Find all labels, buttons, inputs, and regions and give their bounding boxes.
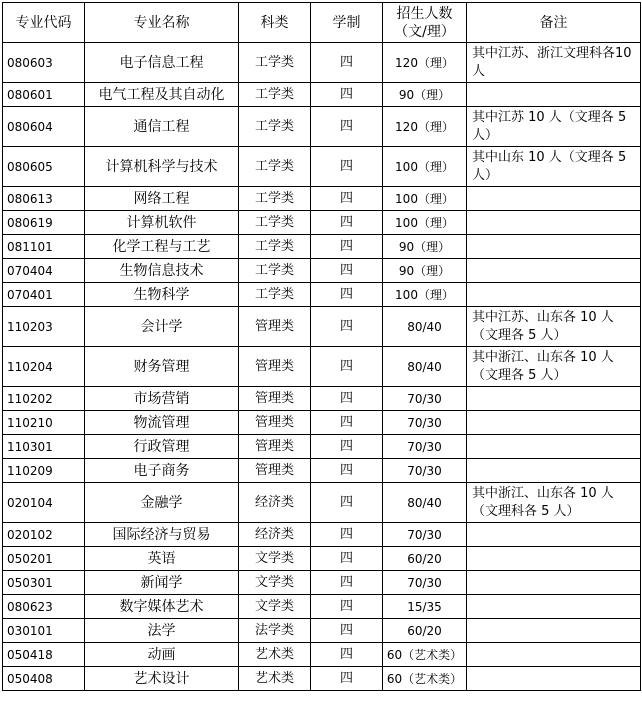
cell-category: 文学类 [239,547,311,571]
cell-code: 070401 [3,283,85,307]
cell-remark [467,595,641,619]
cell-duration: 四 [311,347,383,387]
cell-remark: 其中山东 10 人（文理各 5 人） [467,147,641,187]
cell-category: 管理类 [239,411,311,435]
cell-name: 数字媒体艺术 [85,595,239,619]
table-row [3,523,641,547]
cell-remark [467,523,641,547]
cell-duration: 四 [311,643,383,667]
cell-remark [467,643,641,667]
cell-category: 管理类 [239,307,311,347]
cell-duration: 四 [311,235,383,259]
cell-category: 艺术类 [239,643,311,667]
cell-code: 050408 [3,667,85,691]
cell-enroll: 100（理） [383,283,467,307]
cell-code: 081101 [3,235,85,259]
cell-category: 经济类 [239,483,311,523]
cell-enroll: 70/30 [383,411,467,435]
cell-name: 动画 [85,643,239,667]
cell-name: 生物信息技术 [85,259,239,283]
cell-duration: 四 [311,523,383,547]
table-row [3,667,641,691]
cell-code: 050418 [3,643,85,667]
table-row [3,211,641,235]
cell-name: 电子信息工程 [85,43,239,83]
cell-enroll: 80/40 [383,347,467,387]
cell-category: 管理类 [239,347,311,387]
table-row [3,147,641,187]
cell-duration: 四 [311,547,383,571]
cell-duration: 四 [311,571,383,595]
cell-category: 文学类 [239,595,311,619]
cell-enroll: 70/30 [383,459,467,483]
cell-name: 化学工程与工艺 [85,235,239,259]
cell-enroll: 60（艺术类） [383,643,467,667]
cell-category: 工学类 [239,43,311,83]
cell-category: 工学类 [239,83,311,107]
cell-code: 110301 [3,435,85,459]
cell-duration: 四 [311,211,383,235]
cell-enroll: 70/30 [383,387,467,411]
header-enroll: 招生人数（文/理） [383,3,467,43]
cell-enroll: 70/30 [383,571,467,595]
cell-remark [467,459,641,483]
cell-enroll: 80/40 [383,307,467,347]
cell-name: 新闻学 [85,571,239,595]
cell-code: 080623 [3,595,85,619]
cell-code: 110210 [3,411,85,435]
cell-enroll: 90（理） [383,235,467,259]
cell-code: 080603 [3,43,85,83]
cell-code: 110203 [3,307,85,347]
cell-name: 行政管理 [85,435,239,459]
cell-category: 管理类 [239,435,311,459]
table-row [3,643,641,667]
cell-duration: 四 [311,619,383,643]
cell-enroll: 90（理） [383,83,467,107]
cell-duration: 四 [311,459,383,483]
cell-name: 计算机科学与技术 [85,147,239,187]
cell-category: 工学类 [239,283,311,307]
table-row [3,347,641,387]
cell-category: 管理类 [239,387,311,411]
cell-remark [467,387,641,411]
cell-remark: 其中江苏、山东各 10 人（文理各 5 人） [467,307,641,347]
cell-name: 国际经济与贸易 [85,523,239,547]
cell-remark [467,235,641,259]
cell-code: 110202 [3,387,85,411]
cell-name: 英语 [85,547,239,571]
cell-remark: 其中江苏 10 人（文理各 5 人） [467,107,641,147]
cell-code: 080605 [3,147,85,187]
cell-code: 020102 [3,523,85,547]
cell-remark [467,667,641,691]
cell-category: 工学类 [239,147,311,187]
cell-duration: 四 [311,411,383,435]
cell-remark [467,435,641,459]
cell-enroll: 70/30 [383,523,467,547]
table-row [3,483,641,523]
cell-enroll: 15/35 [383,595,467,619]
cell-enroll: 80/40 [383,483,467,523]
cell-duration: 四 [311,283,383,307]
cell-category: 工学类 [239,259,311,283]
cell-duration: 四 [311,83,383,107]
cell-name: 物流管理 [85,411,239,435]
cell-name: 通信工程 [85,107,239,147]
cell-enroll: 70/30 [383,435,467,459]
cell-duration: 四 [311,307,383,347]
cell-name: 法学 [85,619,239,643]
header-duration: 学制 [311,3,383,43]
cell-category: 工学类 [239,187,311,211]
cell-remark [467,411,641,435]
cell-enroll: 60（艺术类） [383,667,467,691]
header-row [3,3,641,43]
cell-remark [467,547,641,571]
cell-enroll: 100（理） [383,187,467,211]
cell-name: 电气工程及其自动化 [85,83,239,107]
cell-enroll: 120（理） [383,107,467,147]
cell-code: 080601 [3,83,85,107]
cell-duration: 四 [311,483,383,523]
cell-duration: 四 [311,667,383,691]
table-row [3,435,641,459]
cell-code: 110209 [3,459,85,483]
cell-category: 工学类 [239,211,311,235]
enrollment-table [2,2,641,691]
cell-duration: 四 [311,43,383,83]
table-row [3,619,641,643]
cell-duration: 四 [311,387,383,411]
cell-remark [467,619,641,643]
cell-code: 020104 [3,483,85,523]
cell-category: 文学类 [239,571,311,595]
cell-remark [467,211,641,235]
cell-remark: 其中浙江、山东各 10 人（文理各 5 人） [467,347,641,387]
cell-name: 网络工程 [85,187,239,211]
cell-category: 经济类 [239,523,311,547]
cell-remark [467,187,641,211]
cell-enroll: 100（理） [383,147,467,187]
table-row [3,595,641,619]
table-row [3,571,641,595]
table-row [3,107,641,147]
table-row [3,307,641,347]
cell-duration: 四 [311,147,383,187]
cell-name: 财务管理 [85,347,239,387]
cell-enroll: 60/20 [383,547,467,571]
cell-name: 电子商务 [85,459,239,483]
cell-code: 030101 [3,619,85,643]
cell-remark [467,571,641,595]
cell-duration: 四 [311,259,383,283]
cell-name: 金融学 [85,483,239,523]
table-body [3,43,641,691]
table-row [3,283,641,307]
table-row [3,411,641,435]
cell-code: 050201 [3,547,85,571]
cell-name: 会计学 [85,307,239,347]
cell-enroll: 100（理） [383,211,467,235]
cell-enroll: 90（理） [383,259,467,283]
table-row [3,547,641,571]
cell-duration: 四 [311,187,383,211]
cell-remark: 其中江苏、浙江文理科各10人 [467,43,641,83]
cell-category: 工学类 [239,107,311,147]
cell-code: 070404 [3,259,85,283]
header-code: 专业代码 [3,3,85,43]
table-row [3,459,641,483]
cell-category: 艺术类 [239,667,311,691]
header-name: 专业名称 [85,3,239,43]
cell-remark [467,283,641,307]
header-remark: 备注 [467,3,641,43]
cell-remark: 其中浙江、山东各 10 人（文理科各 5 人） [467,483,641,523]
cell-category: 法学类 [239,619,311,643]
table-row [3,43,641,83]
cell-enroll: 60/20 [383,619,467,643]
cell-duration: 四 [311,435,383,459]
cell-duration: 四 [311,107,383,147]
cell-category: 工学类 [239,235,311,259]
cell-code: 110204 [3,347,85,387]
cell-code: 080613 [3,187,85,211]
cell-enroll: 120（理） [383,43,467,83]
cell-remark [467,83,641,107]
table-row [3,259,641,283]
cell-category: 管理类 [239,459,311,483]
cell-name: 生物科学 [85,283,239,307]
table-row [3,387,641,411]
cell-name: 市场营销 [85,387,239,411]
table-row [3,235,641,259]
cell-remark [467,259,641,283]
cell-name: 艺术设计 [85,667,239,691]
table-row [3,83,641,107]
header-category: 科类 [239,3,311,43]
cell-code: 050301 [3,571,85,595]
cell-name: 计算机软件 [85,211,239,235]
cell-code: 080619 [3,211,85,235]
table-row [3,187,641,211]
cell-code: 080604 [3,107,85,147]
cell-duration: 四 [311,595,383,619]
